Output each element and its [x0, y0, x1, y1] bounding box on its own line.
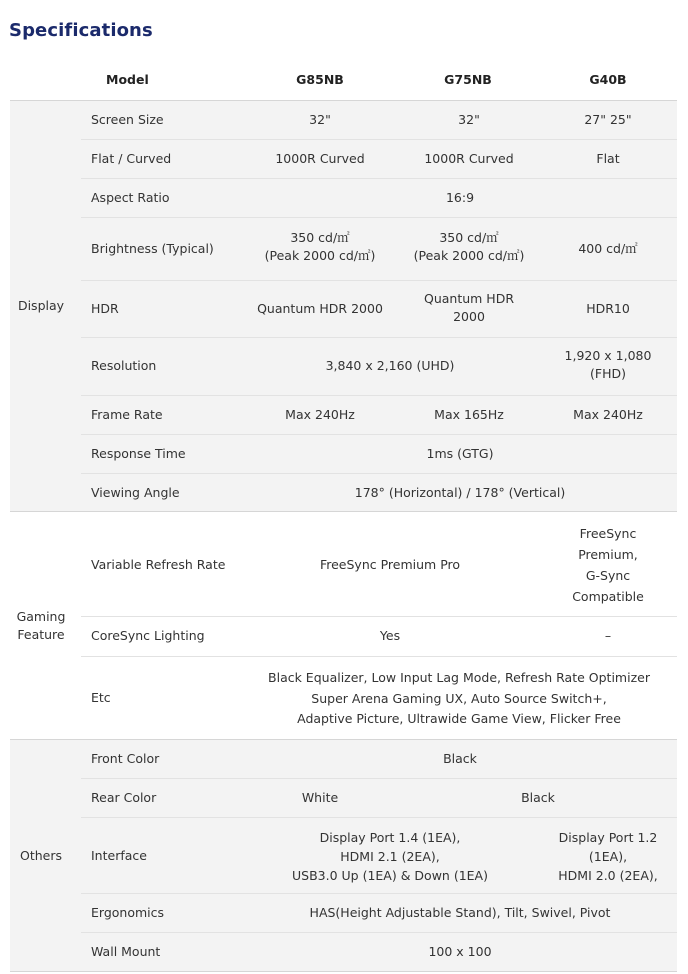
row-label: Variable Refresh Rate [91, 557, 226, 572]
cell-g75: 350 cd/㎡ (Peak 2000 cd/㎡) [413, 230, 525, 263]
row-divider [81, 178, 677, 179]
cell-g85: 1000R Curved [275, 151, 365, 166]
row-label: Resolution [91, 358, 157, 373]
cell-g85: Quantum HDR 2000 [257, 301, 383, 316]
row-divider [81, 932, 677, 933]
cell-g75: Quantum HDR 2000 [423, 291, 515, 324]
row-divider [81, 434, 677, 435]
cell-g40: Flat [596, 151, 620, 166]
cell-all: Black Equalizer, Low Input Lag Mode, Refresh Rate Optimizer Super Arena Gaming UX, Auto Source Switch+, Adaptive Picture, Ultrawide Game View, Flicker Free [268, 670, 650, 726]
cell-g75: 32" [458, 112, 480, 127]
cell-g85-g75: Yes [379, 628, 401, 643]
header-g85nb: G85NB [296, 72, 344, 87]
header-g40b: G40B [589, 72, 627, 87]
row-label: Front Color [91, 751, 160, 766]
header-model: Model [106, 72, 149, 87]
cell-all: 1ms (GTG) [426, 446, 494, 461]
cell-g40: Display Port 1.2 (1EA), HDMI 2.0 (2EA), [558, 830, 658, 883]
page-title: Specifications [9, 20, 153, 41]
cell-all: HAS(Height Adjustable Stand), Tilt, Swivel, Pivot [309, 905, 611, 920]
row-label: Rear Color [91, 790, 157, 805]
row-label: Flat / Curved [91, 151, 172, 166]
row-divider [81, 616, 677, 617]
cell-g75: 1000R Curved [424, 151, 514, 166]
cell-all: 16:9 [445, 190, 475, 205]
cell-g75-g40: Black [521, 790, 555, 805]
group-label-gaming: Gaming Feature [16, 609, 66, 642]
row-label: Aspect Ratio [91, 190, 170, 205]
cell-all: 100 x 100 [428, 944, 492, 959]
row-divider [81, 139, 677, 140]
cell-g40: 27" 25" [584, 112, 632, 127]
row-label: Viewing Angle [91, 485, 180, 500]
cell-g85: Max 240Hz [285, 407, 355, 422]
row-label: HDR [91, 301, 119, 316]
row-label: Response Time [91, 446, 186, 461]
row-label: CoreSync Lighting [91, 628, 205, 643]
cell-g40: FreeSync Premium, G-Sync Compatible [572, 526, 644, 604]
row-divider [81, 473, 677, 474]
row-divider [81, 217, 677, 218]
cell-g40: HDR10 [586, 301, 630, 316]
cell-g85: 350 cd/㎡ (Peak 2000 cd/㎡) [264, 230, 376, 263]
row-label: Frame Rate [91, 407, 163, 422]
cell-g85: White [301, 790, 339, 805]
cell-g40: 1,920 x 1,080 (FHD) [564, 348, 652, 381]
cell-all: 178° (Horizontal) / 178° (Vertical) [354, 485, 566, 500]
row-label: Interface [91, 848, 147, 863]
cell-g85-g75: FreeSync Premium Pro [319, 557, 461, 572]
divider [10, 100, 677, 101]
cell-g75: Max 165Hz [434, 407, 504, 422]
divider [10, 739, 677, 740]
cell-g85: 32" [309, 112, 331, 127]
row-divider [81, 337, 677, 338]
row-label: Etc [91, 690, 111, 705]
cell-g40: 400 cd/㎡ [578, 241, 638, 256]
cell-g40: Max 240Hz [573, 407, 643, 422]
row-divider [81, 280, 677, 281]
row-divider [81, 817, 677, 818]
row-label: Screen Size [91, 112, 164, 127]
cell-g85-g75: Display Port 1.4 (1EA), HDMI 2.1 (2EA), USB3.0 Up (1EA) & Down (1EA) [292, 830, 488, 883]
divider [10, 511, 677, 512]
row-divider [81, 656, 677, 657]
row-label: Brightness (Typical) [91, 241, 214, 256]
cell-all: Black [443, 751, 477, 766]
divider [10, 971, 677, 972]
row-divider [81, 893, 677, 894]
row-label: Wall Mount [91, 944, 161, 959]
row-divider [81, 778, 677, 779]
row-label: Ergonomics [91, 905, 165, 920]
row-divider [81, 395, 677, 396]
group-label-display: Display [17, 298, 65, 313]
header-g75nb: G75NB [444, 72, 492, 87]
cell-g85-g75: 3,840 x 2,160 (UHD) [325, 358, 455, 373]
cell-g40: – [604, 628, 612, 643]
group-label-others: Others [19, 848, 62, 863]
